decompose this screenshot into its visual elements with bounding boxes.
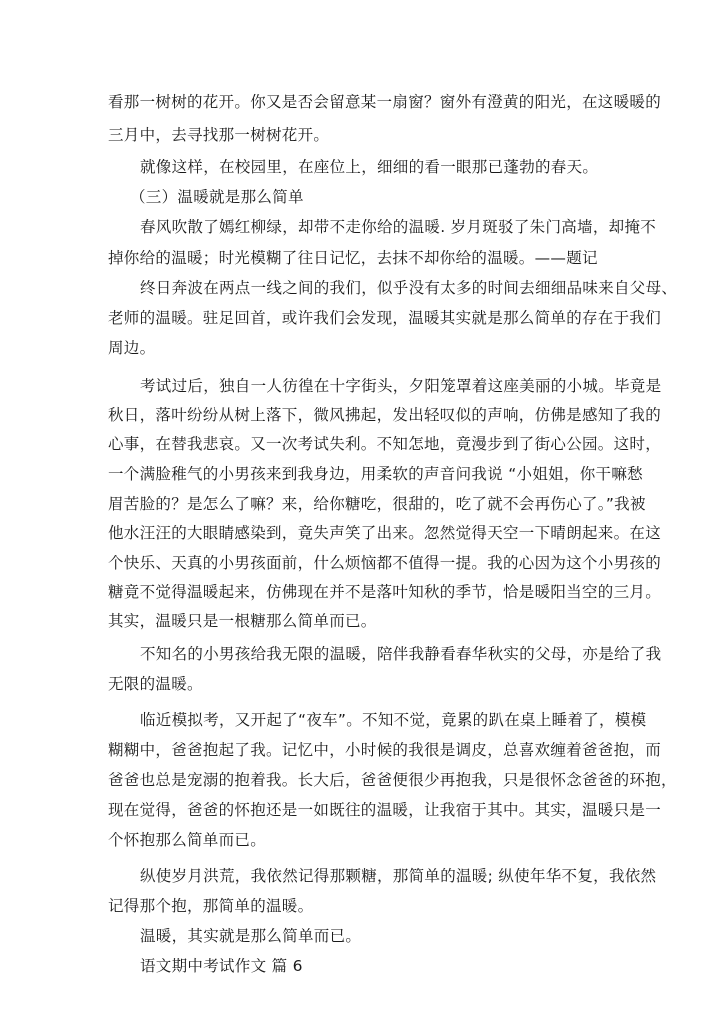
- epigraph-line: 春风吹散了嫣红柳绿，却带不走你给的温暖. 岁月斑驳了朱门高墙，却掩不: [140, 218, 657, 236]
- paragraph-line: 个怀抱那么简单而已。: [108, 831, 267, 849]
- paragraph-line: 秋日，落叶纷纷从树上落下，微风拂起，发出轻叹似的声响，仿佛是感知了我的: [108, 406, 662, 424]
- paragraph-line: 纵使岁月洪荒，我依然记得那颗糖，那简单的温暖; 纵使年华不复，我依然: [140, 867, 657, 885]
- paragraph-line: 看那一树树的花开。你又是否会留意某一扇窗？窗外有澄黄的阳光，在这暖暖的: [108, 93, 662, 111]
- paragraph-line: 眉苦脸的？是怎么了嘛？来，给你糖吃，很甜的，吃了就不会再伤心了。”我被: [108, 495, 646, 513]
- paragraph-line: 糖竟不觉得温暖起来，仿佛现在并不是落叶知秋的季节，恰是暖阳当空的三月。: [108, 583, 662, 601]
- paragraph-line: 周边。: [108, 339, 156, 357]
- paragraph-line: 考试过后，独自一人彷徨在十字街头，夕阳笼罩着这座美丽的小城。毕竟是: [140, 377, 662, 395]
- paragraph-line: 记得那个抱，那简单的温暖。: [108, 897, 314, 915]
- paragraph-line: 现在觉得，爸爸的怀抱还是一如既往的温暖，让我宿于其中。其实，温暖只是一: [108, 801, 662, 819]
- paragraph-line: 就像这样，在校园里，在座位上，细细的看一眼那已蓬勃的春天。: [140, 158, 599, 176]
- paragraph-line: 无限的温暖。: [108, 675, 203, 693]
- paragraph-line: 温暖，其实就是那么简单而已。: [140, 927, 362, 945]
- essay-title: 语文期中考试作文 篇 6: [140, 957, 303, 975]
- epigraph-line: 掉你给的温暖；时光模糊了往日记忆，去抹不却你给的温暖。——题记: [108, 249, 598, 267]
- paragraph-line: 他水汪汪的大眼睛感染到，竟失声笑了出来。忽然觉得天空一下晴朗起来。在这: [108, 524, 662, 542]
- paragraph-line: 临近模拟考，又开起了“夜车”。不知不觉，竟累的趴在桌上睡着了，模模: [140, 711, 647, 729]
- paragraph-line: 糊糊中，爸爸抱起了我。记忆中，小时候的我很是调皮，总喜欢缠着爸爸抱，而: [108, 741, 662, 759]
- paragraph-line: 个快乐、天真的小男孩面前，什么烦恼都不值得一提。我的心因为这个小男孩的: [108, 554, 662, 572]
- paragraph-line: 三月中，去寻找那一树树花开。: [108, 126, 330, 144]
- paragraph-line: 一个满脸稚气的小男孩来到我身边，用柔软的声音问我说 “小姐姐，你干嘛愁: [108, 465, 643, 483]
- paragraph-line: 心事，在替我悲哀。又一次考试失利。不知怎地，竟漫步到了街心公园。这时，: [108, 435, 662, 453]
- paragraph-line: 其实，温暖只是一根糖那么简单而已。: [108, 612, 377, 630]
- paragraph-line: 不知名的小男孩给我无限的温暖，陪伴我静看春华秋实的父母，亦是给了我: [140, 645, 662, 663]
- paragraph-line: 老师的温暖。驻足回首，或许我们会发现，温暖其实就是那么简单的存在于我们: [108, 309, 662, 327]
- paragraph-line: 爸爸也总是宠溺的抱着我。长大后，爸爸便很少再抱我，只是很怀念爸爸的环抱，: [108, 771, 677, 789]
- section-heading: （三）温暖就是那么简单: [130, 188, 304, 206]
- paragraph-line: 终日奔波在两点一线之间的我们，似乎没有太多的时间去细细品味来自父母、: [140, 279, 678, 297]
